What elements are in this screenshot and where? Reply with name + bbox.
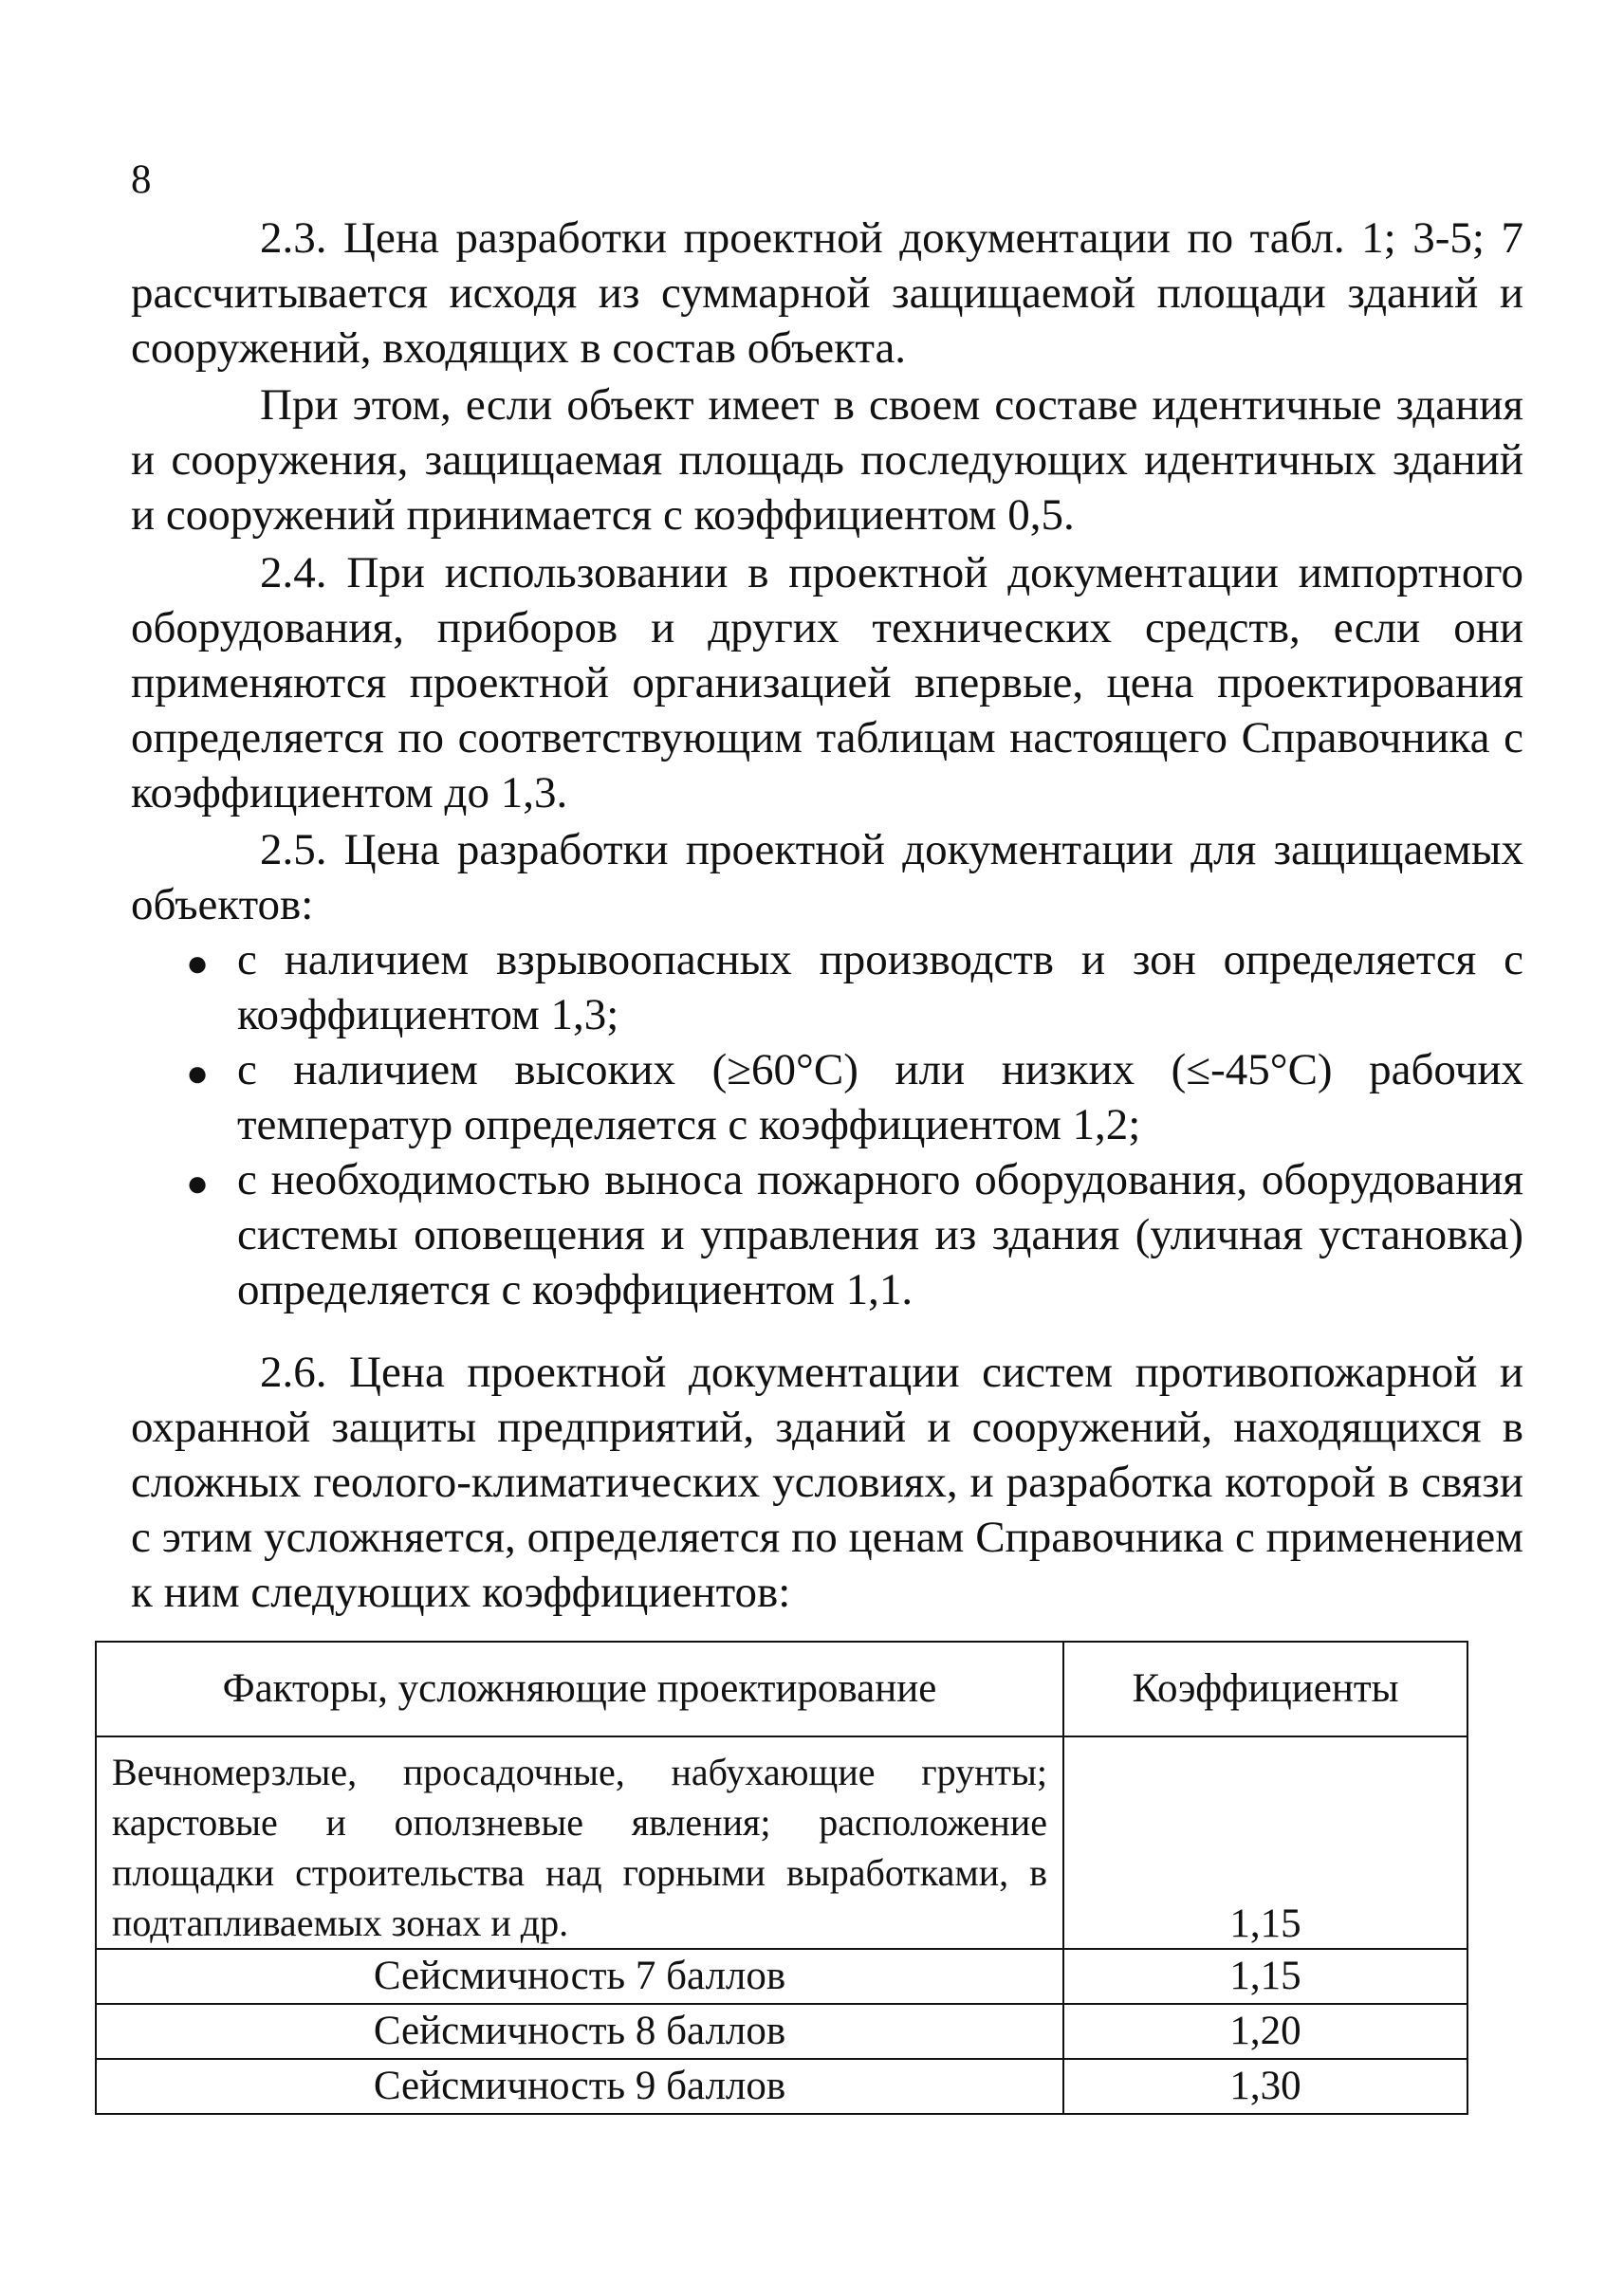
bullet-text: с наличием взрывоопасных производств и зон определяется с коэффициентом 1,3;	[237, 935, 1523, 1039]
bullet-text: с необходимостью выноса пожарного оборудования, оборудования системы оповещения и управления из здания (уличная установка) определяется с коэффициентом 1,1.	[237, 1155, 1523, 1314]
table-row	[96, 2004, 1467, 2059]
paragraph-2-4: 2.4. При использовании в проектной документации импортного оборудования, приборов и других технических средств, если они применяются проектной организацией впервые, цена проектирования определяется по соответствующим таблицам настоящего Справочника с коэффициентом до 1,3.	[131, 548, 1523, 817]
header-factors: Факторы, усложняющие проектирование	[96, 1642, 1063, 1736]
factor-cell: Вечномерзлые, просадочные, набухающие грунты; карстовые и оползневые явления; расположение площадки строительства над горными выработками, в подтапливаемых зонах и др.	[96, 1736, 1063, 1949]
bullet-dot-icon: ●	[186, 1162, 210, 1204]
paragraph-2-6: 2.6. Цена проектной документации систем противопожарной и охранной защиты предприятий, зданий и сооружений, находящихся в сложных геолого-климатических условиях, и разработка которой в связи с этим усложняется, определяется по ценам Справочника с применением к ним следующих коэффициентов:	[131, 1348, 1523, 1617]
bullet-list	[186, 932, 1523, 1317]
table-header-row	[96, 1642, 1467, 1736]
table-row	[96, 2059, 1467, 2114]
factor-cell: Сейсмичность 8 баллов	[96, 2004, 1063, 2059]
coef-cell: 1,15	[1063, 1949, 1467, 2004]
bullet-dot-icon: ●	[186, 1052, 210, 1094]
coefficients-table	[95, 1641, 1468, 2115]
bullet-text: с наличием высоких (≥60°С) или низких (≤-45°С) рабочих температур определяется с коэффициентом 1,2;	[237, 1045, 1523, 1149]
paragraph-2-3: 2.3. Цена разработки проектной документации по табл. 1; 3-5; 7 рассчитывается исходя из суммарной защищаемой площади зданий и сооружений, входящих в состав объекта.	[131, 213, 1523, 373]
bullet-item	[186, 1152, 1523, 1317]
bullet-item	[186, 1042, 1523, 1152]
bullet-dot-icon: ●	[186, 942, 210, 984]
factor-cell: Сейсмичность 9 баллов	[96, 2059, 1063, 2114]
coef-cell: 1,15	[1063, 1736, 1467, 1949]
table-row	[96, 1949, 1467, 2004]
page-number: 8	[131, 157, 152, 202]
bullet-item	[186, 932, 1523, 1042]
paragraph-2-5: 2.5. Цена разработки проектной документации для защищаемых объектов:	[131, 825, 1523, 929]
factor-cell: Сейсмичность 7 баллов	[96, 1949, 1063, 2004]
coef-cell: 1,30	[1063, 2059, 1467, 2114]
coef-cell: 1,20	[1063, 2004, 1467, 2059]
table-row	[96, 1736, 1467, 1949]
header-coefficients: Коэффициенты	[1063, 1642, 1467, 1736]
paragraph-identical-buildings: При этом, если объект имеет в своем составе идентичные здания и сооружения, защищаемая площадь последующих идентичных зданий и сооружений принимается с коэффициентом 0,5.	[131, 380, 1523, 540]
